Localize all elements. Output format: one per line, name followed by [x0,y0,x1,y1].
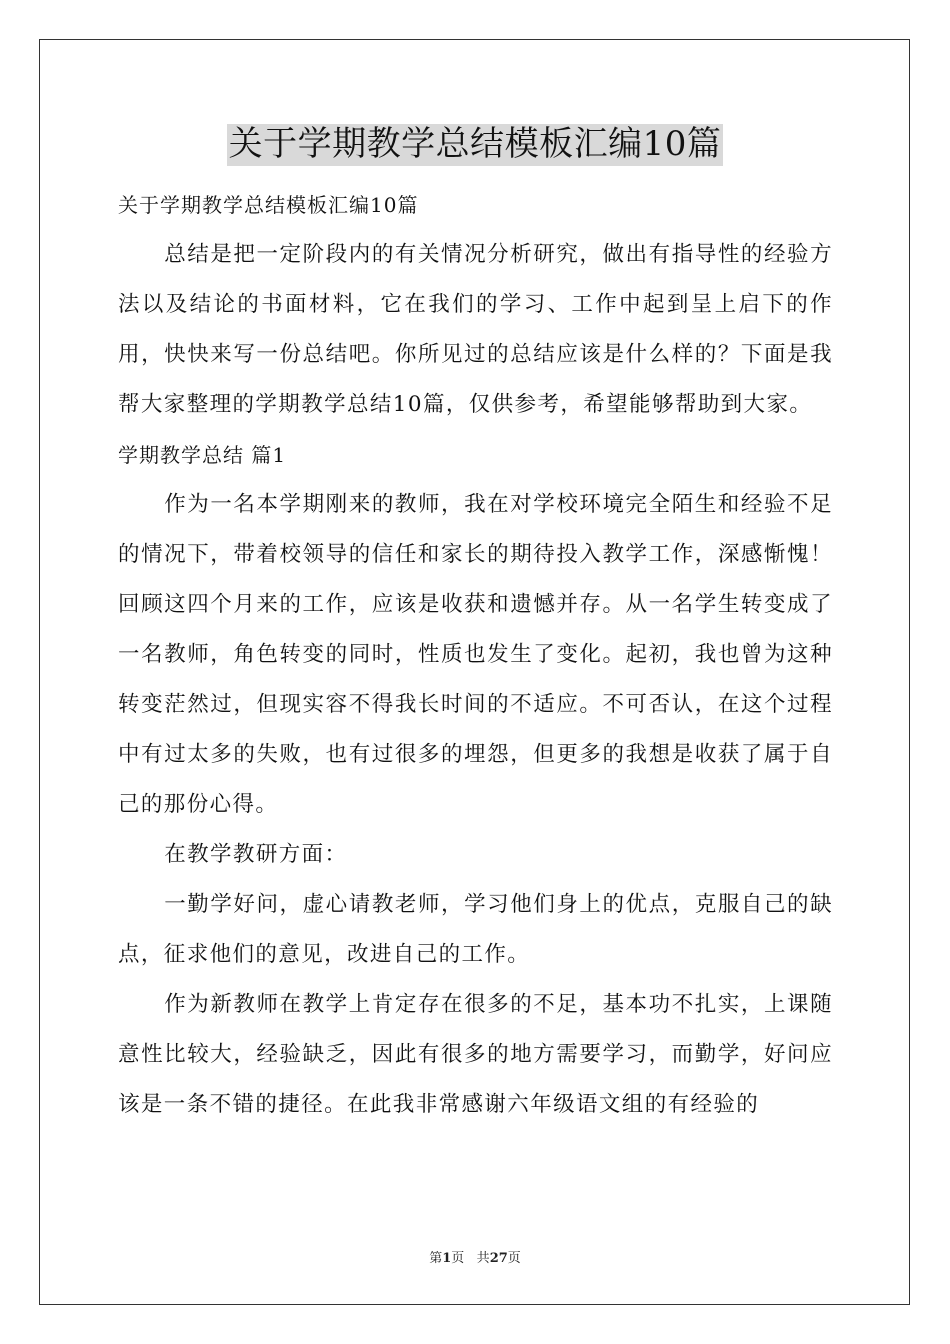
total-prefix: 共 [476,1251,490,1266]
body-paragraph: 作为一名本学期刚来的教师，我在对学校环境完全陌生和经验不足的情况下，带着校领导的信任和家长的期待投入教学工作，深感惭愧！回顾这四个月来的工作，应该是收获和遗憾并存。从一名学生转变成了一名教师，角色转变的同时，性质也发生了变化。起初，我也曾为这种转变茫然过，但现实容不得我长时间的不适应。不可否认，在这个过程中有过太多的失败，也有过很多的埋怨，但更多的我想是收获了属于自己的那份心得。 [118,492,833,817]
page-suffix: 页 [451,1251,465,1266]
page-number: 1 [442,1251,452,1266]
body-paragraph: 作为新教师在教学上肯定存在很多的不足，基本功不扎实，上课随意性比较大，经验缺乏，因此有很多的地方需要学习，而勤学，好问应该是一条不错的捷径。在此我非常感谢六年级语文组的有经验的 [118,992,833,1117]
total-pages: 27 [489,1251,508,1266]
document-subtitle: 关于学期教学总结模板汇编10篇 [118,193,419,217]
intro-paragraph: 总结是把一定阶段内的有关情况分析研究，做出有指导性的经验方法以及结论的书面材料，它在我们的学习、工作中起到呈上启下的作用，快快来写一份总结吧。你所见过的总结应该是什么样的？下面是我帮大家整理的学期教学总结10篇，仅供参考，希望能够帮助到大家。 [118,242,833,417]
section-heading: 学期教学总结 篇1 [118,443,287,467]
page-prefix: 第 [429,1251,443,1266]
page-footer [0,1247,950,1266]
total-suffix: 页 [507,1251,521,1266]
body-paragraph: 一勤学好问，虚心请教老师，学习他们身上的优点，克服自己的缺点，征求他们的意见，改进自己的工作。 [118,892,833,967]
body-paragraph: 在教学教研方面： [164,842,348,867]
document-body [118,180,833,1130]
document-title-text: 关于学期教学总结模板汇编10篇 [228,124,722,164]
document-title [0,124,950,166]
